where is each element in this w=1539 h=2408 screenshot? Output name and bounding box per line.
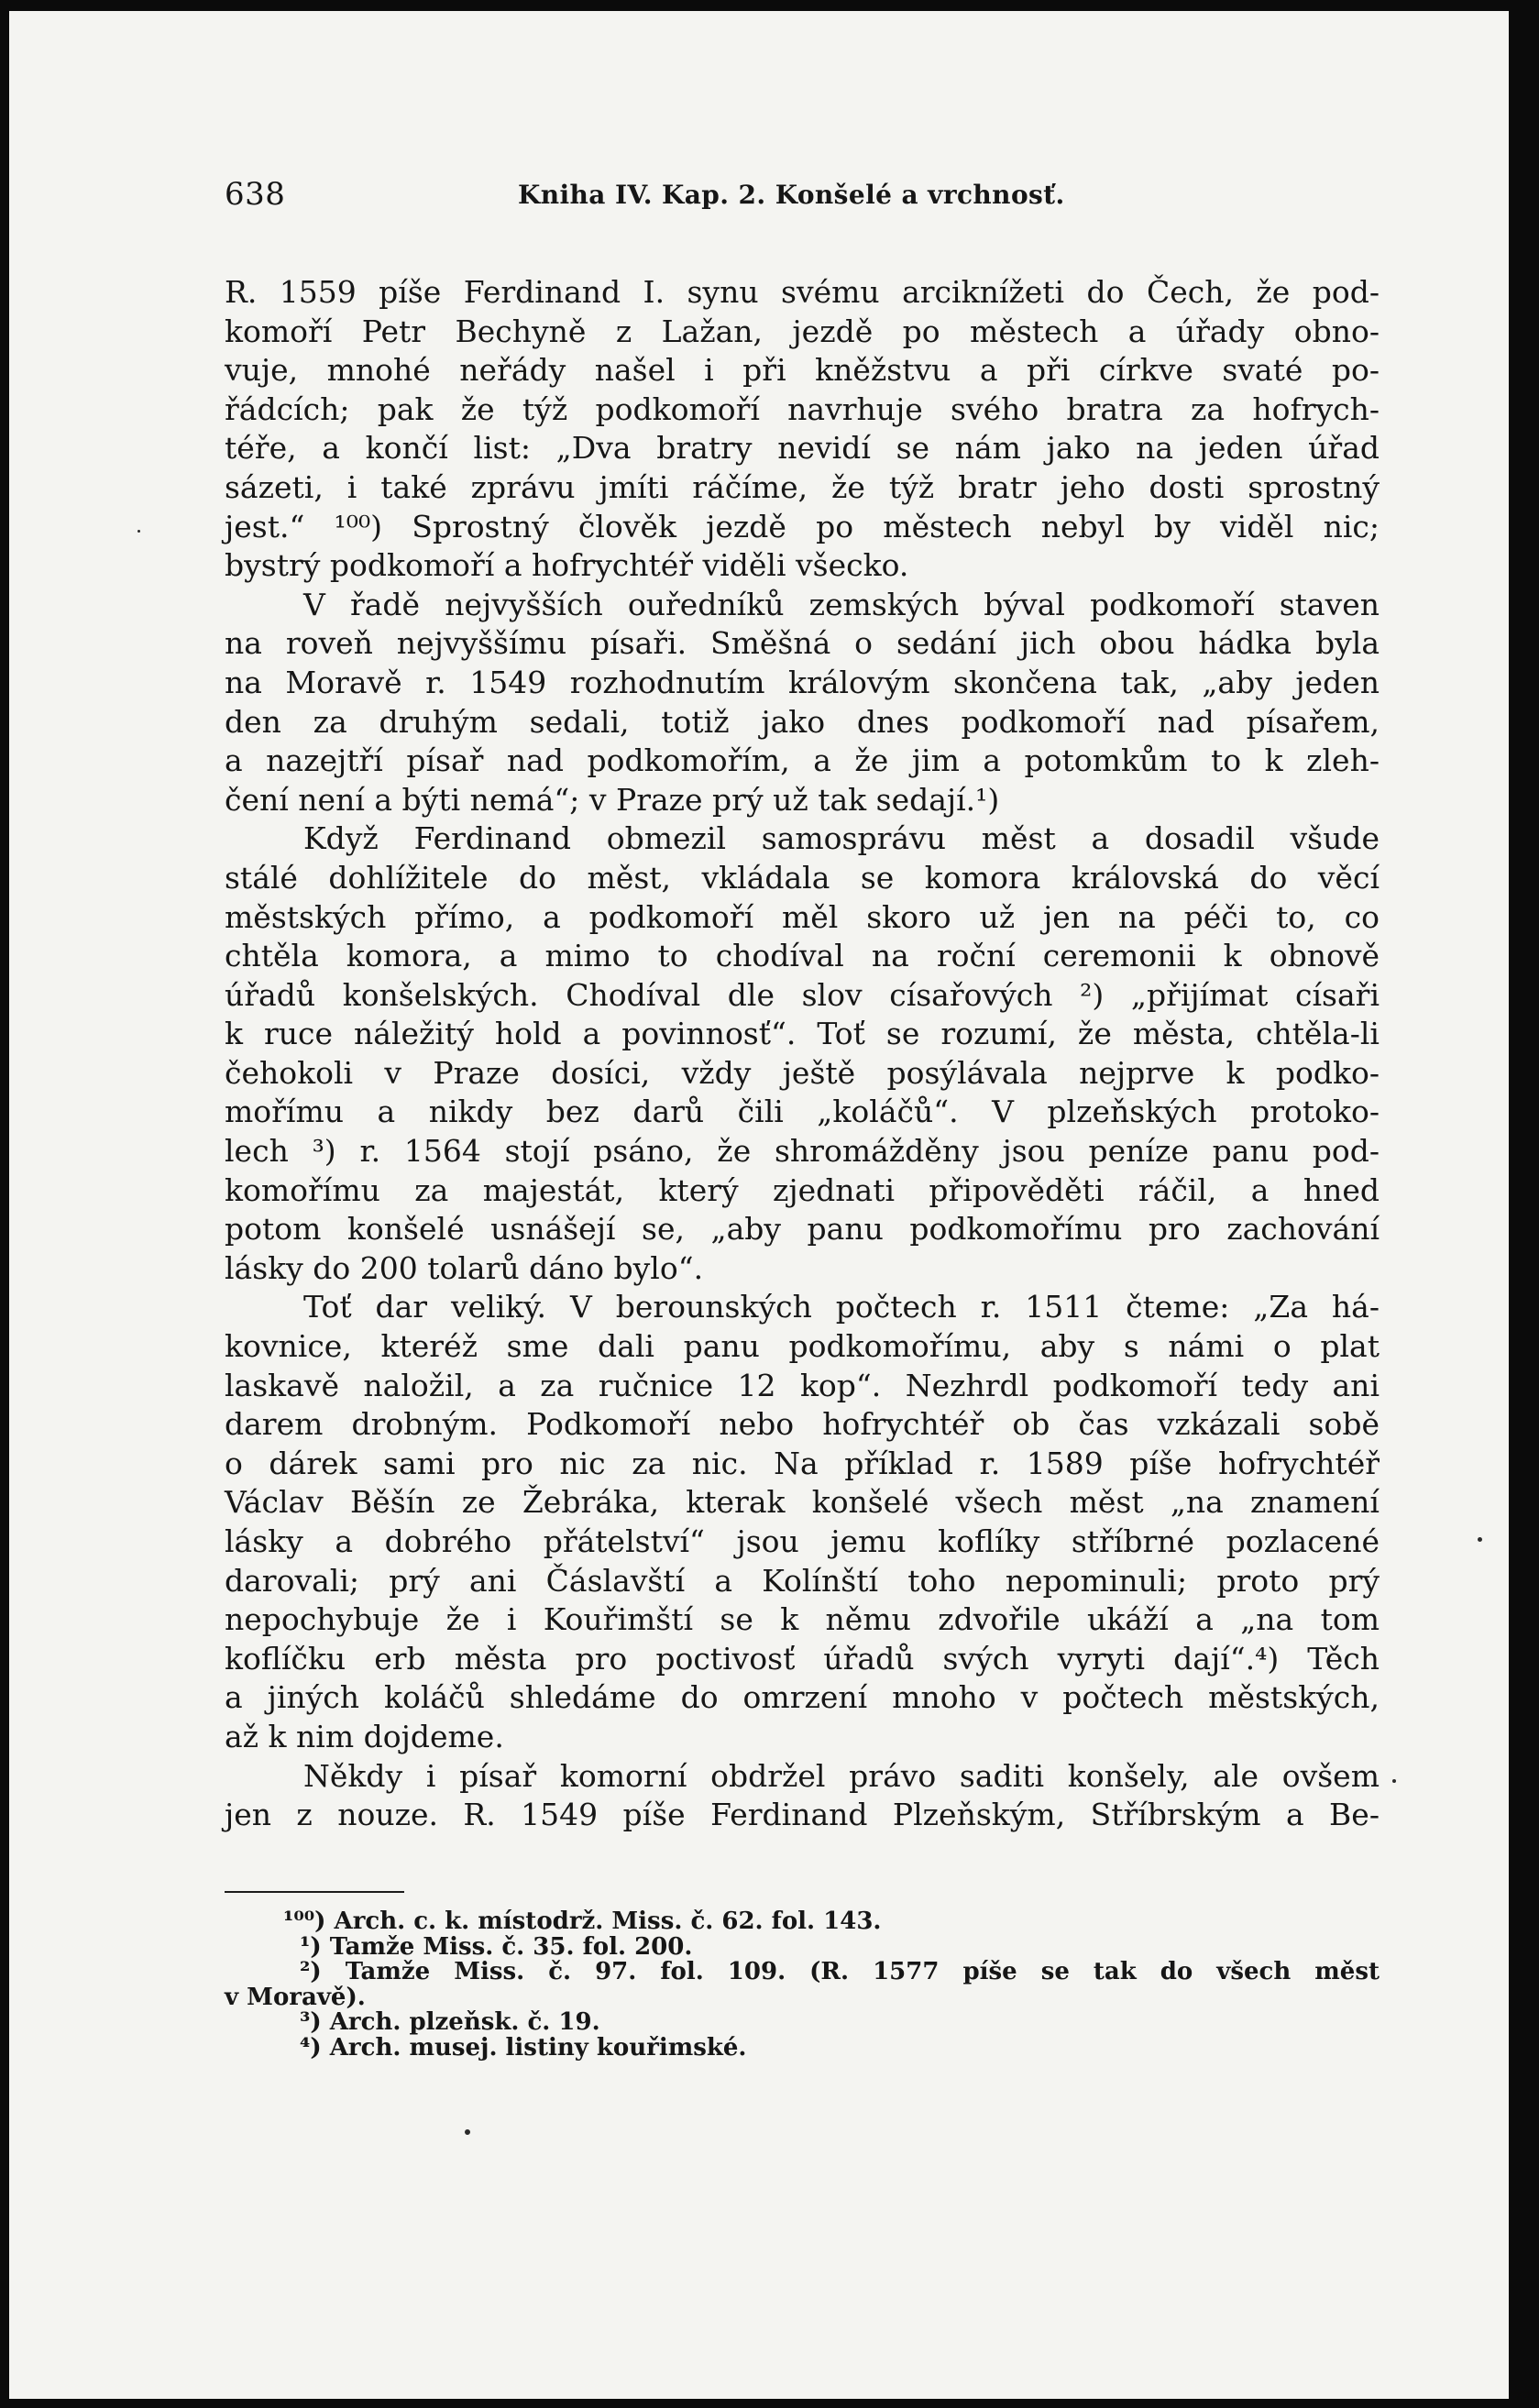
text-line: na Moravě r. 1549 rozhodnutím královým skončena tak, „aby jeden — [225, 664, 1380, 700]
footnote-rule — [225, 1891, 404, 1893]
body-text — [225, 273, 1380, 1835]
text-line: den za druhým sedali, totiž jako dnes podkomoří nad písařem, — [225, 703, 1380, 740]
scanned-page — [9, 11, 1509, 2399]
text-line: koflíčku erb města pro poctivosť úřadů svých vyryti dají“.⁴) Těch — [225, 1640, 1380, 1677]
text-line: sázeti, i také zprávu jmíti ráčíme, že týž bratr jeho dosti sprostný — [225, 468, 1380, 505]
scan-speck — [1392, 1779, 1396, 1783]
text-line: kovnice, kteréž sme dali panu podkomořímu, aby s námi o plat — [225, 1328, 1380, 1365]
text-line: jest.“ ¹⁰⁰) Sprostný člověk jezdě po městech nebyl by viděl nic; — [225, 508, 1380, 544]
footnotes — [225, 1909, 1380, 2061]
text-line: komořímu za majestát, který zjednati připověděti ráčil, a hned — [225, 1171, 1380, 1208]
text-line: městských přímo, a podkomoří měl skoro už jen na péči to, co — [225, 898, 1380, 935]
footnote-line: ³) Arch. plzeňsk. č. 19. — [300, 2008, 600, 2036]
text-line: R. 1559 píše Ferdinand I. synu svému arciknížeti do Čech, že pod- — [225, 274, 1380, 310]
footnote-line: ¹) Tamže Miss. č. 35. fol. 200. — [300, 1932, 693, 1961]
text-line: na roveň nejvyššímu písaři. Směšná o sedání jich obou hádka byla — [225, 625, 1380, 662]
text-line: téře, a končí list: „Dva bratry nevidí se nám jako na jeden úřad — [225, 430, 1380, 467]
text-line: bystrý podkomoří a hofrychtéř viděli všecko. — [225, 547, 909, 584]
text-line: až k nim dojdeme. — [225, 1718, 504, 1754]
text-line: Když Ferdinand obmezil samosprávu měst a dosadil všude — [303, 820, 1380, 857]
text-line: stálé dohlížitele do měst, vkládala se komora královská do věcí — [225, 859, 1380, 896]
text-line: čehokoli v Praze dosíci, vždy ještě posýlávala nejprve k podko- — [225, 1054, 1380, 1091]
text-line: jen z nouze. R. 1549 píše Ferdinand Plzeňským, Stříbrským a Be- — [225, 1797, 1380, 1833]
page-number: 638 — [225, 176, 286, 213]
footnote-line: v Moravě). — [225, 1983, 366, 2011]
text-line: chtěla komora, a mimo to chodíval na roční ceremonii k obnově — [225, 938, 1380, 974]
text-line: potom konšelé usnášejí se, „aby panu podkomořímu pro zachování — [225, 1211, 1380, 1248]
text-line: darovali; prý ani Čáslavští a Kolínští toho nepominuli; proto prý — [225, 1562, 1380, 1599]
scan-speck — [465, 2129, 470, 2135]
text-line: darem drobným. Podkomoří nebo hofrychtéř ob čas vzkázali sobě — [225, 1406, 1380, 1443]
running-title: Kniha IV. Kap. 2. Konšelé a vrchnosť. — [518, 180, 1065, 210]
text-line: a nazejtří písař nad podkomořím, a že jim a potomkům to k zleh- — [225, 742, 1380, 779]
footnote-line: ⁴) Arch. musej. listiny kouřimské. — [300, 2033, 747, 2062]
text-line: o dárek sami pro nic za nic. Na příklad r. 1589 píše hofrychtéř — [225, 1445, 1380, 1481]
scan-speck — [1478, 1537, 1482, 1542]
text-line: Toť dar veliký. V berounských počtech r. 1511 čteme: „Za há- — [303, 1289, 1380, 1325]
scan-speck — [137, 530, 140, 533]
text-line: Václav Běšín ze Žebráka, kterak konšelé všech měst „na znamení — [225, 1484, 1380, 1521]
footnote-line: ²) Tamže Miss. č. 97. fol. 109. (R. 1577 píše se tak do všech měst — [300, 1958, 1380, 1985]
text-line: řádcích; pak že týž podkomoří navrhuje svého bratra za hofrych- — [225, 390, 1380, 427]
text-line: úřadů konšelských. Chodíval dle slov císařových ²) „přijímat císaři — [225, 976, 1380, 1013]
text-line: lásky do 200 tolarů dáno bylo“. — [225, 1249, 704, 1286]
text-line: lásky a dobrého přátelství“ jsou jemu koflíky stříbrné pozlacené — [225, 1523, 1380, 1559]
text-line: lech ³) r. 1564 stojí psáno, že shromážděny jsou peníze panu pod- — [225, 1133, 1380, 1170]
text-line: nepochybuje že i Kouřimští se k němu zdvořile ukáží a „na tom — [225, 1601, 1380, 1638]
text-line: čení není a býti nemá“; v Praze prý už tak sedají.¹) — [225, 781, 1000, 818]
text-line: laskavě naložil, a za ručnice 12 kop“. Nezhrdl podkomoří tedy ani — [225, 1367, 1380, 1403]
text-line: a jiných koláčů shledáme do omrzení mnoho v počtech městských, — [225, 1679, 1380, 1716]
running-head — [225, 176, 1380, 224]
text-line: Někdy i písař komorní obdržel právo saditi konšely, ale ovšem — [303, 1757, 1380, 1794]
text-line: komoří Petr Bechyně z Lažan, jezdě po městech a úřady obno- — [225, 313, 1380, 349]
text-line: vuje, mnohé neřády našel i při kněžstvu a při církve svaté po- — [225, 352, 1380, 389]
text-line: k ruce náležitý hold a povinnosť“. Toť se rozumí, že města, chtěla-li — [225, 1016, 1380, 1052]
text-line: mořímu a nikdy bez darů čili „koláčů“. V plzeňských protoko- — [225, 1094, 1380, 1130]
text-line: V řadě nejvyšších ouředníků zemských býval podkomoří staven — [303, 586, 1380, 622]
footnote-line: ¹⁰⁰) Arch. c. k. místodrž. Miss. č. 62. fol. 143. — [283, 1908, 882, 1935]
